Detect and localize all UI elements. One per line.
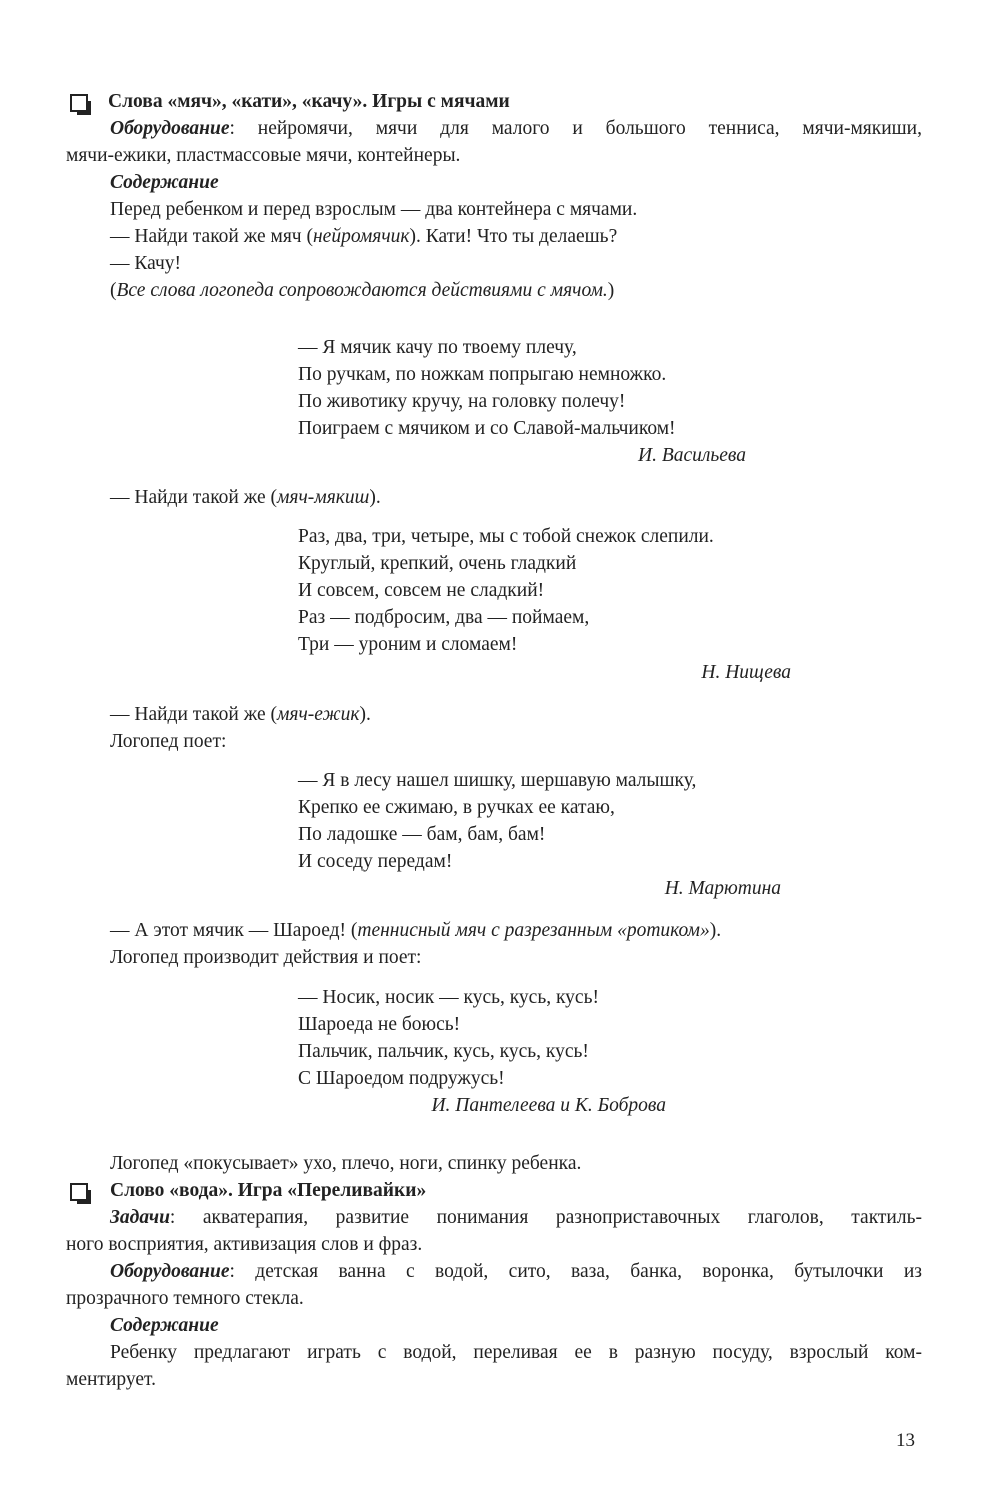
checkbox-square-icon [70, 1183, 88, 1201]
section1-heading [70, 88, 510, 115]
paragraph: (Все слова логопеда сопровождаются действиями с мячом.) [110, 280, 615, 301]
section2-equipment [66, 1258, 922, 1285]
poem-line: Раз, два, три, четыре, мы с тобой снежок слепили. [298, 526, 714, 547]
paragraph-cont: ментирует. [66, 1369, 156, 1390]
section1-equipment [70, 115, 922, 142]
paragraph: — Качу! [110, 253, 182, 274]
paragraph: — Найди такой же (мяч-мякиш). [110, 487, 381, 508]
poem-line: И соседу передам! [298, 851, 453, 872]
paragraph: — Найди такой же мяч (нейромячик). Кати! Что ты делаешь? [110, 226, 618, 247]
poem-author: Н. Марютина [664, 878, 781, 899]
equipment-text: : нейромячи, мячи для малого и большого тенниса, мячи-мякиши, [229, 118, 922, 139]
checkbox-square-icon [70, 94, 88, 112]
poem-line: Круглый, крепкий, очень гладкий [298, 553, 577, 574]
section2-heading [70, 1177, 426, 1204]
poem-line: Поиграем с мячиком и со Славой-мальчиком! [298, 418, 676, 439]
poem-line: Раз — подбросим, два — поймаем, [298, 607, 590, 628]
equipment-text: : детская ванна с водой, сито, ваза, банка, воронка, бутылочки из [229, 1261, 922, 1282]
poem-author: И. Васильева [637, 445, 746, 466]
content-label: Содержание [110, 1315, 219, 1336]
poem-line: — Я в лесу нашел шишку, шершавую малышку, [298, 770, 697, 791]
poem-line: Крепко ее сжимаю, в ручках ее катаю, [298, 797, 615, 818]
equipment-label: Оборудование [110, 118, 230, 139]
poem-line: — Я мячик качу по твоему плечу, [298, 337, 577, 358]
poem-line: По животику кручу, на головку полечу! [298, 391, 626, 412]
paragraph: Логопед производит действия и поет: [110, 947, 422, 968]
paragraph: Перед ребенком и перед взрослым — два контейнера с мячами. [110, 199, 638, 220]
poem-line: По ладошке — бам, бам, бам! [298, 824, 546, 845]
paragraph: Ребенку предлагают играть с водой, переливая ее в разную посуду, взрослый ком- [110, 1342, 922, 1363]
equipment-label: Оборудование [110, 1261, 230, 1282]
poem-author: Н. Нищева [701, 662, 791, 683]
paragraph: Логопед «покусывает» ухо, плечо, ноги, спинку ребенка. [110, 1153, 582, 1174]
poem-line: И совсем, совсем не сладкий! [298, 580, 545, 601]
poem-line: Пальчик, пальчик, кусь, кусь, кусь! [298, 1041, 589, 1062]
page-number: 13 [896, 1430, 915, 1451]
content-label: Содержание [110, 172, 219, 193]
section2-title: Слово «вода». Игра «Переливайки» [110, 1180, 427, 1201]
poem-line: — Носик, носик — кусь, кусь, кусь! [298, 987, 599, 1008]
poem-author: И. Пантелеева и К. Боброва [431, 1095, 666, 1116]
tasks-text: : акватерапия, развитие понимания разноприставочных глаголов, тактиль- [169, 1207, 922, 1228]
paragraph: — А этот мячик — Шароед! (теннисный мяч с разрезанным «ротиком»). [110, 920, 722, 941]
poem-line: Три — уроним и сломаем! [298, 634, 518, 655]
equipment-text-cont: прозрачного темного стекла. [66, 1288, 304, 1309]
poem-line: По ручкам, по ножкам попрыгаю немножко. [298, 364, 667, 385]
paragraph: Логопед поет: [110, 731, 227, 752]
section1-title: Слова «мяч», «кати», «качу». Игры с мячами [108, 91, 510, 112]
poem-line: С Шароедом подружусь! [298, 1068, 505, 1089]
tasks-label: Задачи [110, 1207, 170, 1228]
section2-tasks [66, 1204, 922, 1231]
poem-line: Шароеда не боюсь! [298, 1014, 461, 1035]
equipment-text-cont: мячи-ежики, пластмассовые мячи, контейнеры. [66, 145, 461, 166]
tasks-text-cont: ного восприятия, активизация слов и фраз. [66, 1234, 423, 1255]
paragraph: — Найди такой же (мяч-ежик). [110, 704, 371, 725]
